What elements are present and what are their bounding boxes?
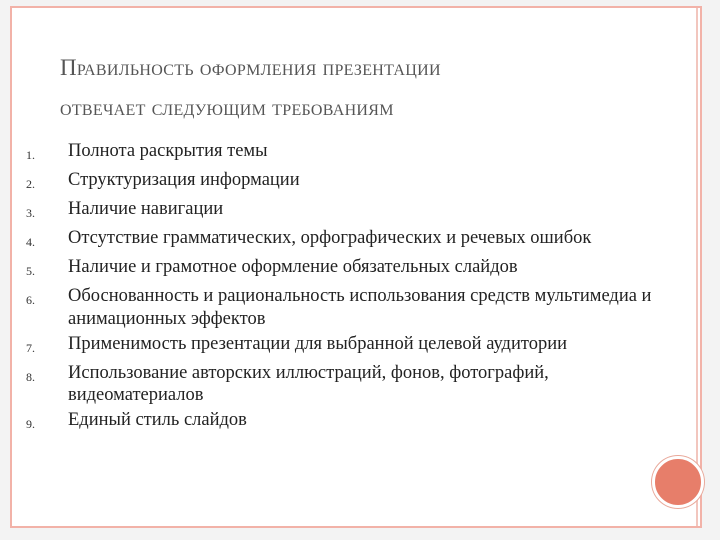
- list-item-text: Полнота раскрытия темы: [68, 141, 268, 161]
- list-item-number: 6.: [26, 293, 35, 307]
- list-item-text: Применимость презентации для выбранной целевой аудитории: [68, 333, 568, 354]
- list-item-text: Наличие навигации: [68, 199, 224, 219]
- title-line-2: отвечает следующим требованиям: [60, 95, 394, 120]
- list-item-text: Структуризация информации: [68, 170, 300, 190]
- list-item: [26, 333, 686, 360]
- slide-title: [60, 48, 660, 128]
- list-item-text: Единый стиль слайдов: [68, 410, 247, 430]
- list-item-number: 9.: [26, 417, 35, 431]
- list-item-number: 7.: [26, 340, 35, 355]
- list-item-number: 8.: [26, 369, 35, 384]
- list-item-text: Использование авторских иллюстраций, фонов, фотографий, видеоматериалов: [68, 362, 549, 405]
- list-item-text: Отсутствие грамматических, орфографических и речевых ошибок: [68, 228, 592, 248]
- title-line-1: Правильность оформления презентации: [60, 55, 441, 80]
- list-item: [26, 362, 686, 407]
- list-item: [26, 227, 686, 254]
- list-item-number: 2.: [26, 177, 35, 191]
- decorative-circle-icon: [652, 456, 704, 508]
- list-item: [26, 285, 686, 330]
- list-item-number: 4.: [26, 235, 35, 249]
- requirements-list: [26, 140, 686, 438]
- decorative-edge-line: [696, 8, 698, 526]
- list-item: [26, 409, 686, 436]
- slide-frame: [10, 6, 702, 528]
- list-item: [26, 256, 686, 283]
- list-item: [26, 198, 686, 225]
- list-item-text: Обоснованность и рациональность использования средств мультимедиа и анимационных эффектов: [68, 286, 652, 329]
- list-item-number: 3.: [26, 206, 35, 220]
- list-item: [26, 169, 686, 196]
- list-item: [26, 140, 686, 167]
- list-item-number: 1.: [26, 148, 35, 162]
- list-item-text: Наличие и грамотное оформление обязательных слайдов: [68, 257, 518, 277]
- list-item-number: 5.: [26, 264, 35, 278]
